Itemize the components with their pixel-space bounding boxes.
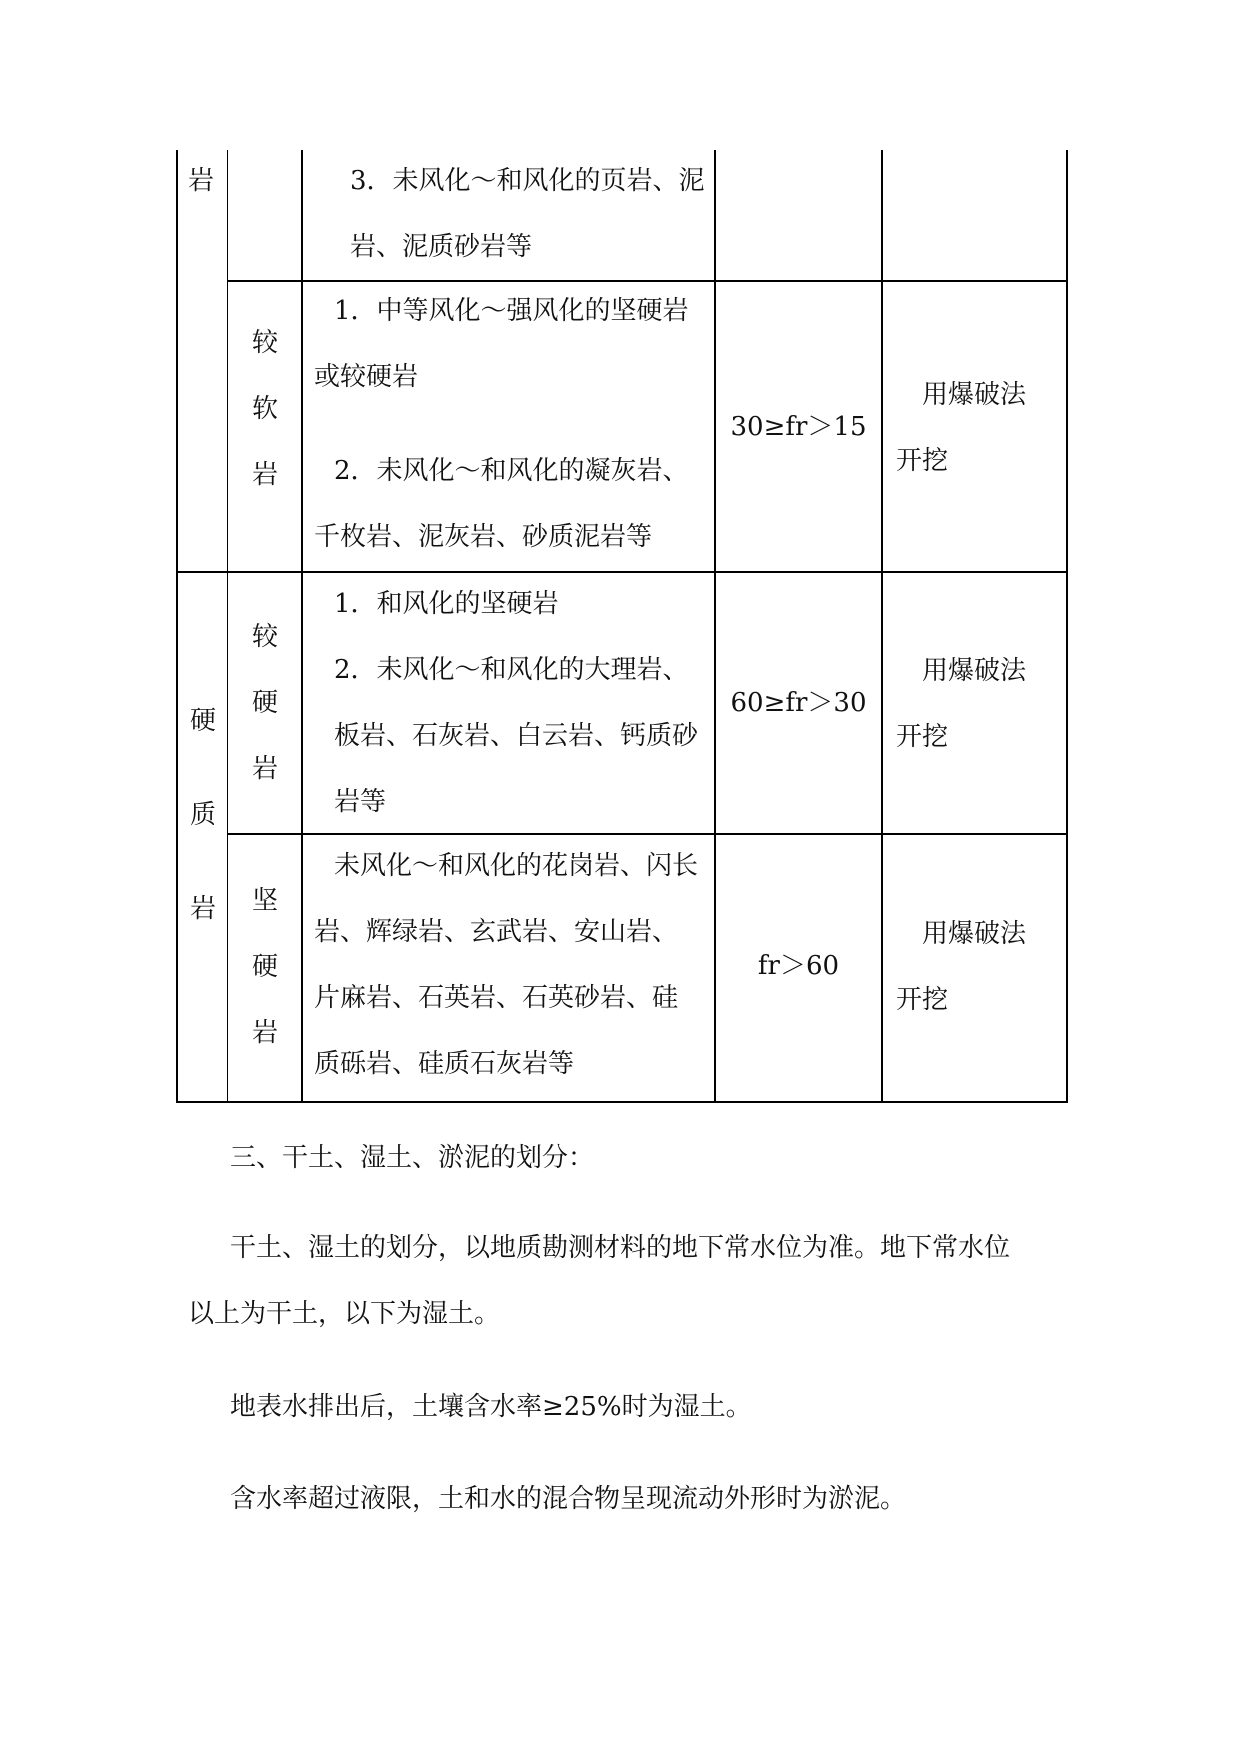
strength-cell-row1 bbox=[716, 394, 881, 460]
desc-line: 岩、泥质砂岩等 bbox=[350, 232, 533, 262]
subclass-char: 岩 bbox=[251, 1018, 278, 1048]
group-char: 岩 bbox=[189, 894, 216, 924]
group-label: 岩 bbox=[188, 166, 215, 196]
group-char: 硬 bbox=[189, 706, 216, 736]
section-heading-text: 三、干土、湿土、淤泥的划分： bbox=[230, 1143, 595, 1173]
strength-value: 30≥fr＞15 bbox=[730, 412, 867, 442]
method-cell-row3 bbox=[896, 901, 1064, 1033]
subclass-char: 较 bbox=[251, 328, 278, 358]
section-heading bbox=[230, 1125, 594, 1191]
paragraph-dry-wet-soil bbox=[188, 1215, 1068, 1347]
desc-line: 3．未风化～和风化的页岩、泥 bbox=[350, 166, 705, 196]
table-col-line bbox=[227, 150, 228, 1103]
desc-cell-row0 bbox=[330, 148, 710, 280]
subclass-cell-row2 bbox=[232, 604, 298, 802]
method-line: 开挖 bbox=[896, 985, 949, 1015]
desc-line: 未风化～和风化的花岗岩、闪长 bbox=[334, 851, 699, 881]
method-line: 用爆破法 bbox=[922, 656, 1027, 686]
paragraph-moisture-content bbox=[230, 1374, 752, 1440]
strength-cell-row3 bbox=[716, 933, 881, 999]
subclass-char: 岩 bbox=[251, 754, 278, 784]
paragraph-line: 干土、湿土的划分，以地质勘测材料的地下常水位为准。地下常水位 bbox=[230, 1233, 1011, 1263]
paragraph-line: 地表水排出后，土壤含水率≥25%时为湿土。 bbox=[230, 1392, 752, 1422]
table-col-line bbox=[301, 150, 303, 1103]
method-line: 用爆破法 bbox=[922, 380, 1027, 410]
subclass-char: 硬 bbox=[251, 688, 278, 718]
subclass-char: 硬 bbox=[251, 952, 278, 982]
table-col-line bbox=[881, 150, 883, 1103]
method-line: 开挖 bbox=[896, 722, 949, 752]
desc-line: 2．未风化～和风化的凝灰岩、 bbox=[334, 456, 689, 486]
subclass-char: 软 bbox=[251, 394, 278, 424]
desc-line: 1．中等风化～强风化的坚硬岩 bbox=[334, 296, 689, 326]
desc-line: 板岩、石灰岩、白云岩、钙质砂 bbox=[334, 721, 699, 751]
group-cell-soft-rock-end bbox=[188, 148, 214, 214]
strength-value: 60≥fr＞30 bbox=[730, 688, 867, 718]
desc-line: 岩等 bbox=[334, 787, 387, 817]
paragraph-silt bbox=[230, 1466, 906, 1532]
method-cell-row1 bbox=[896, 362, 1064, 494]
desc-cell-row2 bbox=[314, 571, 710, 835]
table-border-right bbox=[1066, 150, 1068, 1103]
subclass-char: 坚 bbox=[251, 886, 278, 916]
desc-line: 质砾岩、硅质石灰岩等 bbox=[314, 1049, 575, 1079]
group-cell-hard-rock bbox=[178, 688, 228, 942]
method-line: 开挖 bbox=[896, 446, 949, 476]
rock-classification-table bbox=[176, 150, 1068, 1103]
paragraph-line: 以上为干土，以下为湿土。 bbox=[188, 1299, 501, 1329]
strength-cell-row2 bbox=[716, 670, 881, 736]
paragraph-line: 含水率超过液限，土和水的混合物呈现流动外形时为淤泥。 bbox=[230, 1484, 907, 1514]
desc-line: 片麻岩、石英岩、石英砂岩、硅 bbox=[314, 983, 679, 1013]
desc-line: 1．和风化的坚硬岩 bbox=[334, 589, 559, 619]
group-char: 质 bbox=[189, 800, 216, 830]
method-cell-row2 bbox=[896, 638, 1064, 770]
table-border-left bbox=[176, 150, 178, 1103]
subclass-char: 较 bbox=[251, 622, 278, 652]
subclass-char: 岩 bbox=[251, 460, 278, 490]
subclass-cell-row1 bbox=[232, 310, 298, 508]
desc-line: 2．未风化～和风化的大理岩、 bbox=[334, 655, 689, 685]
desc-line: 岩、辉绿岩、玄武岩、安山岩、 bbox=[314, 917, 679, 947]
desc-cell-row1 bbox=[314, 278, 710, 570]
desc-spacer bbox=[314, 410, 710, 438]
method-line: 用爆破法 bbox=[922, 919, 1027, 949]
subclass-cell-row3 bbox=[232, 868, 298, 1066]
table-border-bottom bbox=[176, 1101, 1068, 1103]
desc-line: 千枚岩、泥灰岩、砂质泥岩等 bbox=[314, 522, 653, 552]
desc-cell-row3 bbox=[314, 833, 710, 1097]
desc-line: 或较硬岩 bbox=[314, 362, 419, 392]
strength-value: fr＞60 bbox=[757, 951, 840, 981]
